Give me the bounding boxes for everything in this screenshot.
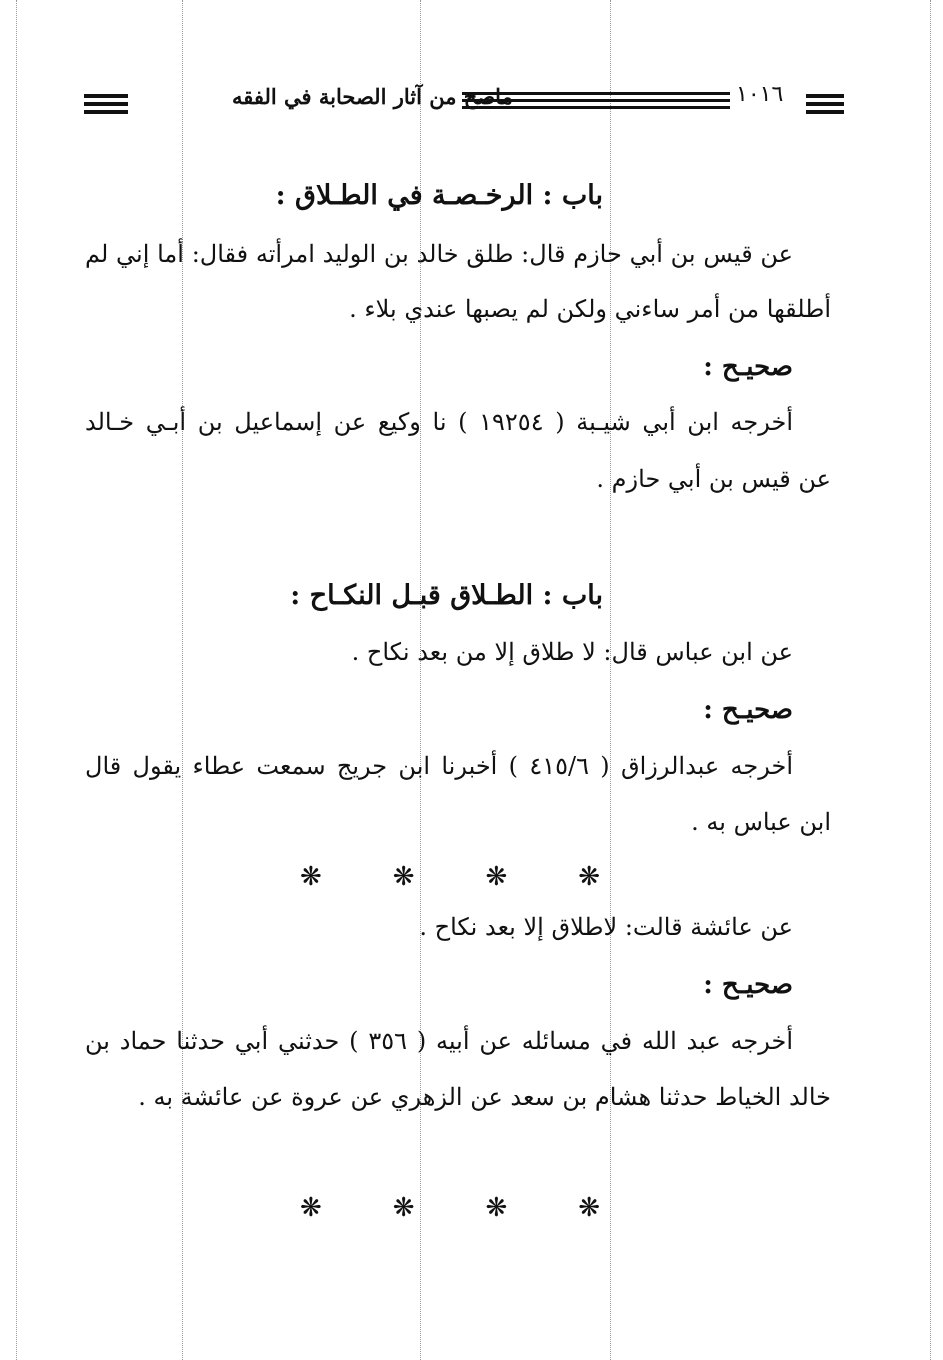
takhrij-line: عن قيس بن أبي حازم . [596,465,831,493]
section-heading: باب : الرخـصـة في الطـلاق : [275,180,603,211]
header-rule [84,102,128,106]
takhrij-line: أخرجه ابن أبي شيـبة ( ١٩٢٥٤ ) نا وكيع عن إسماعيل بن أبـي خـالد [85,408,793,436]
takhrij-line: أخرجه عبد الله في مسائله عن أبيه ( ٣٥٦ ) حدثني أبي حدثنا حماد بن [85,1027,793,1055]
page-number: ١٠١٦ [736,82,784,107]
header-rule [806,94,844,98]
grade-label: صحيـح : [703,970,793,1000]
star-ornament: ❋ [392,862,415,892]
grade-label: صحيـح : [703,695,793,725]
header-rule [84,94,128,98]
narration-line: أطلقها من أمر ساءني ولكن لم يصبها عندي بلاء . [349,295,831,323]
star-separator [300,1193,600,1223]
narration-line: عن عائشة قالت: لاطلاق إلا بعد نكاح . [419,913,793,941]
grade-label: صحيـح : [703,352,793,382]
narration-line: عن قيس بن أبي حازم قال: طلق خالد بن الوليد امرأته فقال: أما إني لم [85,240,793,268]
takhrij-line: ابن عباس به . [691,808,831,836]
star-ornament: ❋ [578,1193,600,1223]
running-title: ماصح من آثار الصحابة في الفقه [232,84,513,109]
section-heading: باب : الطـلاق قبـل النكـاح : [290,580,603,611]
header-rule [806,110,844,114]
header-rule [806,102,844,106]
header-rule [84,110,128,114]
star-ornament: ❋ [485,1193,508,1223]
star-ornament: ❋ [578,862,600,892]
takhrij-line: خالد الخياط حدثنا هشام بن سعد عن الزهري عن عروة عن عائشة به . [138,1083,831,1111]
star-ornament: ❋ [392,1193,415,1223]
page-header [80,82,843,122]
narration-line: عن ابن عباس قال: لا طلاق إلا من بعد نكاح . [351,638,793,666]
star-ornament: ❋ [485,862,508,892]
star-ornament: ❋ [300,1193,322,1223]
star-ornament: ❋ [300,862,322,892]
takhrij-line: أخرجه عبدالرزاق ( ٤١٥/٦ ) أخبرنا ابن جريج سمعت عطاء يقول قال [85,752,793,780]
star-separator [300,862,600,892]
